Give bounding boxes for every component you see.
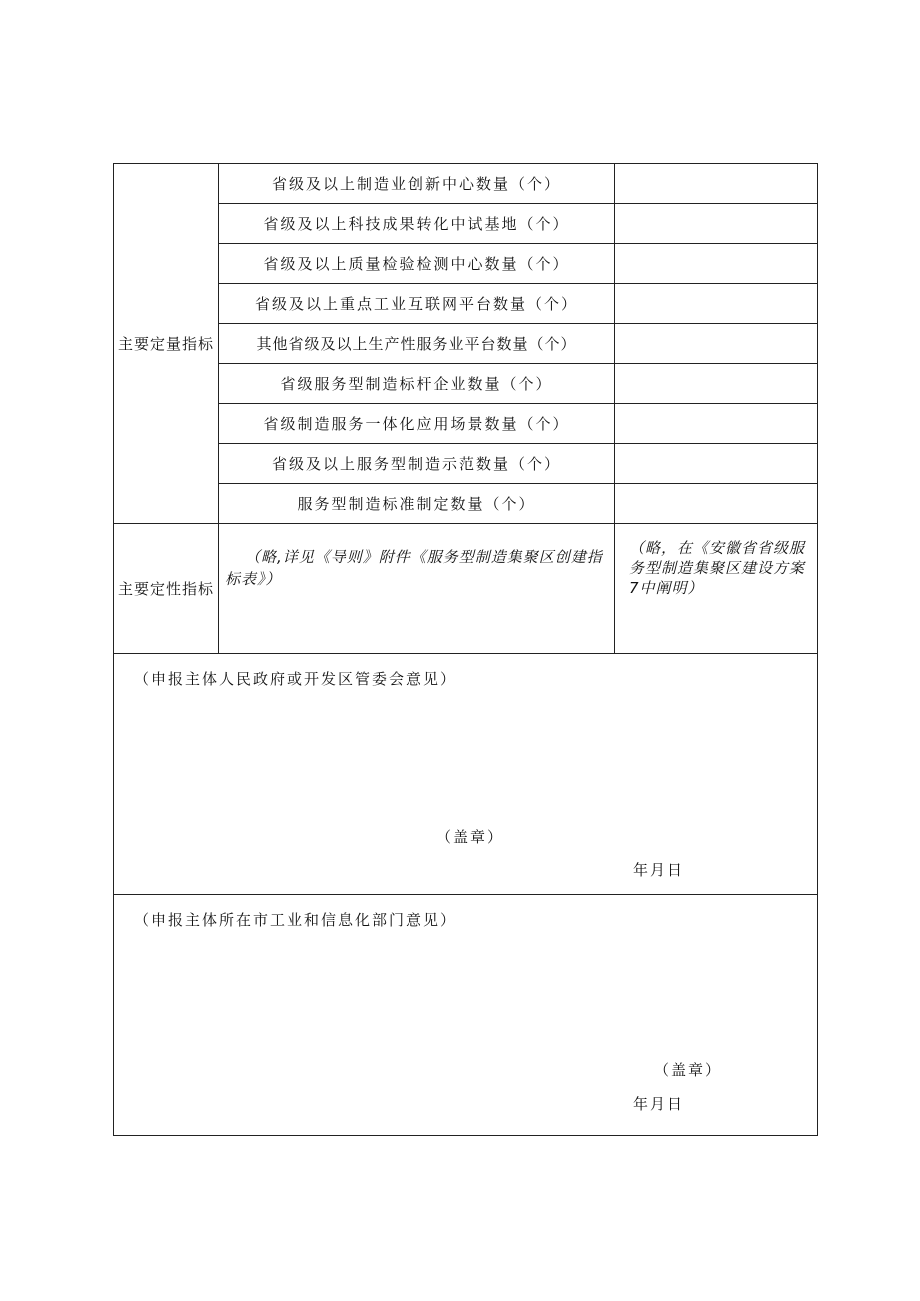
gov-opinion-title: （申报主体人民政府或开发区管委会意见） xyxy=(134,670,458,688)
metric-value-field[interactable] xyxy=(615,404,818,444)
qualitative-row xyxy=(114,524,818,654)
quant-row xyxy=(114,244,818,284)
gov-opinion-box[interactable] xyxy=(114,654,818,895)
quant-row xyxy=(114,284,818,324)
metric-value-field[interactable] xyxy=(615,204,818,244)
qualitative-description: （略,详见《导则》附件《服务型制造集聚区创建指标表》） xyxy=(225,548,603,588)
quant-row xyxy=(114,444,818,484)
metric-label: 省级制造服务一体化应用场景数量（个） xyxy=(219,404,615,444)
metric-label: 服务型制造标准制定数量（个） xyxy=(219,484,615,524)
metric-value-field[interactable] xyxy=(615,284,818,324)
qualitative-note: （略，在《安徽省省级服务型制造集聚区建设方案7中阐明） xyxy=(629,539,806,597)
qualitative-label-cell xyxy=(114,524,219,654)
metric-label: 省级及以上服务型制造示范数量（个） xyxy=(219,444,615,484)
quant-row xyxy=(114,364,818,404)
metric-value-field[interactable] xyxy=(615,244,818,284)
quant-row xyxy=(114,164,818,204)
city-date-label: 年月日 xyxy=(633,1095,685,1113)
metric-label: 省级及以上科技成果转化中试基地（个） xyxy=(219,204,615,244)
city-opinion-box[interactable] xyxy=(114,895,818,1136)
metric-value-field[interactable] xyxy=(615,324,818,364)
qualitative-label: 主要定性指标 xyxy=(118,579,215,598)
city-opinion-row xyxy=(114,895,818,1136)
quantitative-label-cell xyxy=(114,164,219,524)
quantitative-label: 主要定量指标 xyxy=(118,334,215,353)
metric-label: 省级服务型制造标杆企业数量（个） xyxy=(219,364,615,404)
metric-label: 省级及以上重点工业互联网平台数量（个） xyxy=(219,284,615,324)
quant-row xyxy=(114,204,818,244)
metric-value-field[interactable] xyxy=(615,364,818,404)
metric-label: 其他省级及以上生产性服务业平台数量（个） xyxy=(219,324,615,364)
metric-value-field[interactable] xyxy=(615,444,818,484)
qualitative-note-cell[interactable] xyxy=(615,524,818,654)
metric-label: 省级及以上质量检验检测中心数量（个） xyxy=(219,244,615,284)
quant-row xyxy=(114,484,818,524)
city-opinion-title: （申报主体所在市工业和信息化部门意见） xyxy=(134,911,458,929)
qualitative-description-cell xyxy=(219,524,615,654)
quant-row xyxy=(114,324,818,364)
metric-value-field[interactable] xyxy=(615,484,818,524)
gov-opinion-row xyxy=(114,654,818,895)
application-form-table xyxy=(113,163,818,1136)
quant-row xyxy=(114,404,818,444)
gov-seal-label: （盖章） xyxy=(436,828,505,846)
metric-label: 省级及以上制造业创新中心数量（个） xyxy=(219,164,615,204)
city-seal-label: （盖章） xyxy=(654,1061,723,1079)
metric-value-field[interactable] xyxy=(615,164,818,204)
gov-date-label: 年月日 xyxy=(633,861,685,879)
